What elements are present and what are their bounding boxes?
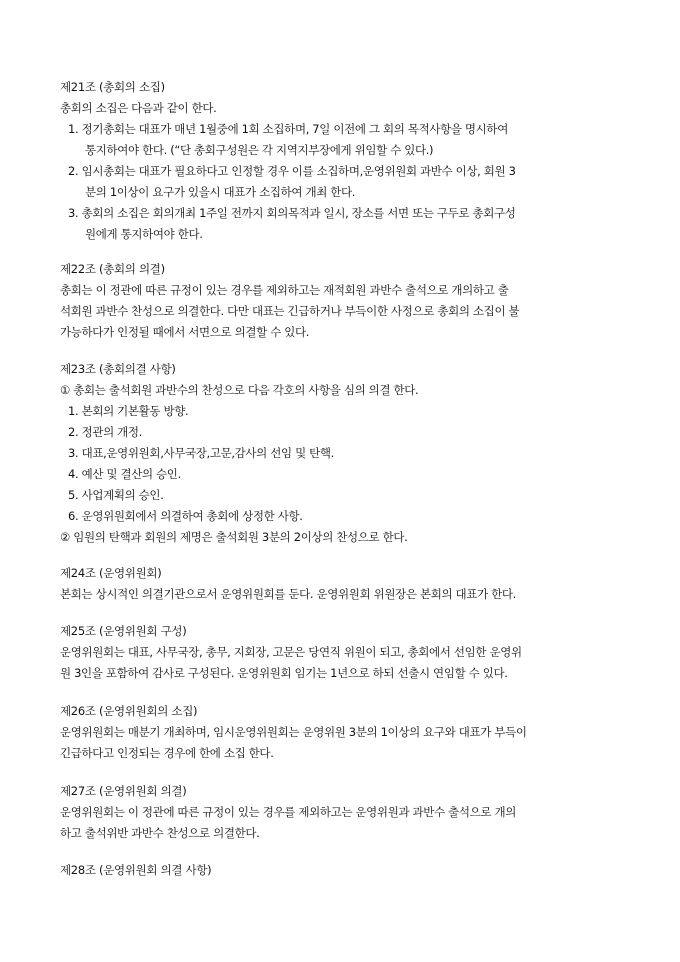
article-22-heading: 제22조 (총회의 의결) bbox=[60, 262, 165, 276]
article-23-heading: 제23조 (총회의결 사항) bbox=[60, 362, 176, 376]
article-25-line-2: 원 3인을 포함하여 감사로 구성된다. 운영위원회 임기는 1년으로 하되 선출시 연임할 수 있다. bbox=[60, 666, 508, 680]
article-26-line-2: 긴급하다고 인정되는 경우에 한에 소집 한다. bbox=[60, 746, 274, 760]
article-21-item-3: 3. 총회의 소집은 회의개최 1주일 전까지 회의목적과 일시, 장소를 서면 또는 구두로 총회구성 bbox=[68, 206, 516, 220]
article-23-item-3: 3. 대표,운영위원회,사무국장,고문,감사의 선임 및 탄핵. bbox=[68, 446, 334, 460]
article-22-line-3: 가능하다가 인정될 때에서 서면으로 의결할 수 있다. bbox=[60, 325, 310, 339]
article-24-heading: 제24조 (운영위원회) bbox=[60, 566, 162, 580]
article-21-heading: 제21조 (총회의 소집) bbox=[60, 80, 165, 94]
article-24-line-1: 본회는 상시적인 의결기관으로서 운영위원회를 둔다. 운영위원회 위원장은 본회의 대표가 한다. bbox=[60, 587, 516, 601]
article-21-item-2: 2. 임시총회는 대표가 필요하다고 인정할 경우 이를 소집하며,운영위원회 과반수 이상, 회원 3 bbox=[68, 164, 516, 178]
article-27-line-2: 하고 출석위반 과반수 찬성으로 의결한다. bbox=[60, 826, 260, 840]
article-27-heading: 제27조 (운영위원회 의결) bbox=[60, 784, 187, 798]
article-23-item-6: 6. 운영위원회에서 의결하여 총회에 상정한 사항. bbox=[68, 509, 303, 523]
article-21-item-2-cont: 분의 1이상이 요구가 있을시 대표가 소집하여 개최 한다. bbox=[85, 185, 356, 199]
article-23-item-2: 2. 정관의 개정. bbox=[68, 425, 142, 439]
article-21-item-1: 1. 정기총회는 대표가 매년 1월중에 1회 소집하며, 7일 이전에 그 회의 목적사항을 명시하여 bbox=[68, 122, 508, 136]
article-23-item-4: 4. 예산 및 결산의 승인. bbox=[68, 467, 181, 481]
article-22-line-2: 석회원 과반수 찬성으로 의결한다. 다만 대표는 긴급하거나 부득이한 사정으로 총회의 소집이 불 bbox=[60, 304, 520, 318]
article-26-heading: 제26조 (운영위원회의 소집) bbox=[60, 704, 198, 718]
article-23-item-5: 5. 사업계획의 승인. bbox=[68, 488, 164, 502]
article-27-line-1: 운영위원회는 이 정관에 따른 규정이 있는 경우를 제외하고는 운영위원과 과반수 출석으로 개의 bbox=[60, 805, 516, 819]
article-25-heading: 제25조 (운영위원회 구성) bbox=[60, 624, 187, 638]
article-21-item-1-cont: 통지하여야 한다. (“단 총회구성원은 각 지역지부장에게 위임할 수 있다.) bbox=[85, 143, 434, 157]
article-25-line-1: 운영위원회는 대표, 사무국장, 총무, 지회장, 고문은 당연직 위원이 되고, 총회에서 선임한 운영위 bbox=[60, 645, 522, 659]
article-28-heading: 제28조 (운영위원회 의결 사항) bbox=[60, 863, 212, 877]
article-23-item-1: 1. 본회의 기본활동 방향. bbox=[68, 404, 189, 418]
article-21-item-3-cont: 원에게 통지하여야 한다. bbox=[85, 227, 203, 241]
article-21-intro: 총회의 소집은 다음과 같이 한다. bbox=[60, 101, 217, 115]
article-23-para-2: ② 임원의 탄핵과 회원의 제명은 출석회원 3분의 2이상의 찬성으로 한다. bbox=[60, 530, 408, 544]
article-23-para-1: ① 총회는 출석회원 과반수의 찬성으로 다음 각호의 사항을 심의 의결 한다. bbox=[60, 383, 419, 397]
article-26-line-1: 운영위원회는 매분기 개최하며, 임시운영위원회는 운영위원 3분의 1이상의 요구와 대표가 부득이 bbox=[60, 725, 527, 739]
article-22-line-1: 총회는 이 정관에 따른 규정이 있는 경우를 제외하고는 재적회원 과반수 출석으로 개의하고 출 bbox=[60, 283, 509, 297]
